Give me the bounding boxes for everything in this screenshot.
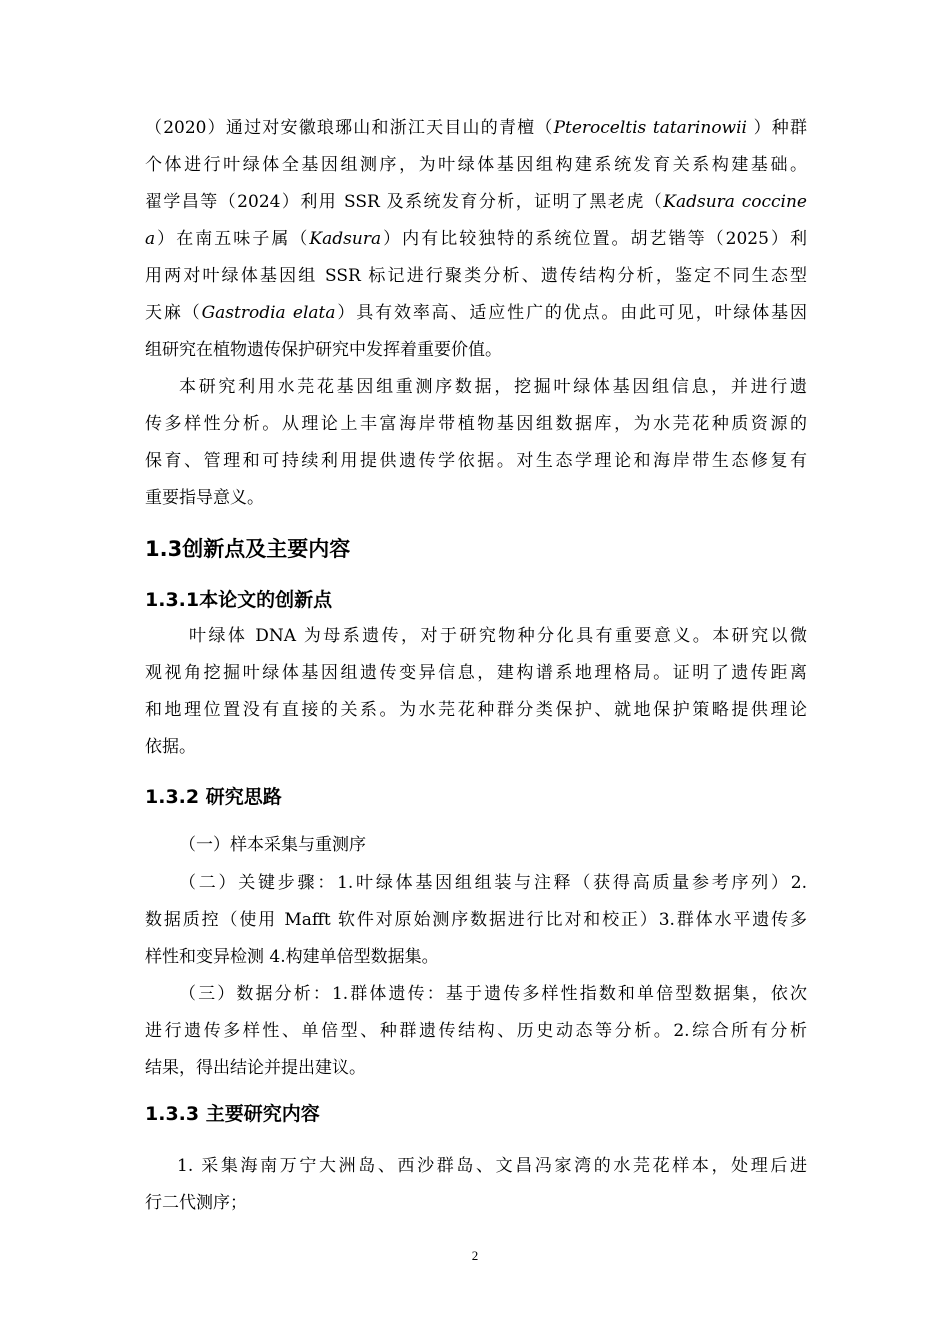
section-heading-1-3: 1.3创新点及主要内容 — [145, 537, 351, 561]
text-line: 个体进行叶绿体全基因组测序，为叶绿体基因组构建系统发育关系构建基础。 — [145, 155, 807, 175]
text-line: 和地理位置没有直接的关系。为水芫花种群分类保护、就地保护策略提供理论 — [145, 700, 807, 720]
text-line: （三）数据分析：1.群体遗传：基于遗传多样性指数和单倍型数据集，依次 — [179, 984, 807, 1004]
text-line: 叶绿体 DNA 为母系遗传，对于研究物种分化具有重要意义。本研究以微 — [189, 626, 807, 646]
text-line: 进行遗传多样性、单倍型、种群遗传结构、历史动态等分析。2.综合所有分析 — [145, 1021, 807, 1041]
research-step-3 — [145, 976, 807, 1087]
page-number: 2 — [471, 1248, 479, 1263]
text-line: 翟学昌等（2024）利用 SSR 及系统发育分析，证明了黑老虎（Kadsura coccine — [145, 192, 807, 212]
text-line: 组研究在植物遗传保护研究中发挥着重要价值。 — [145, 340, 502, 360]
research-significance-paragraph — [145, 369, 807, 517]
text-line: （二）关键步骤：1.叶绿体基因组组装与注释（获得高质量参考序列）2. — [179, 873, 807, 893]
text-line: 重要指导意义。 — [145, 488, 264, 508]
intro-paragraph-continued — [145, 110, 807, 369]
text-line: 用两对叶绿体基因组 SSR 标记进行聚类分析、遗传结构分析，鉴定不同生态型 — [145, 266, 807, 286]
text-line: 样性和变异检测 4.构建单倍型数据集。 — [145, 947, 439, 967]
text-line: 行二代测序； — [145, 1193, 247, 1213]
innovation-paragraph — [145, 618, 807, 766]
section-heading-1-3-3: 1.3.3 主要研究内容 — [145, 1103, 320, 1125]
text-line: 依据。 — [145, 737, 196, 757]
section-heading-1-3-1: 1.3.1本论文的创新点 — [145, 589, 333, 611]
text-line: a）在南五味子属（Kadsura）内有比较独特的系统位置。胡艺锴等（2025）利 — [145, 229, 807, 249]
text-line: 数据质控（使用 Mafft 软件对原始测序数据进行比对和校正）3.群体水平遗传多 — [145, 910, 807, 930]
text-line: 观视角挖掘叶绿体基因组遗传变异信息，建构谱系地理格局。证明了遗传距离 — [145, 663, 807, 683]
main-content-item-1 — [145, 1148, 807, 1222]
text-line: 天麻（Gastrodia elata）具有效率高、适应性广的优点。由此可见，叶绿体基因 — [145, 303, 808, 323]
research-step-2 — [145, 865, 807, 976]
text-line: 1. 采集海南万宁大洲岛、西沙群岛、文昌冯家湾的水芫花样本，处理后进 — [177, 1156, 807, 1176]
text-line: 本研究利用水芫花基因组重测序数据，挖掘叶绿体基因组信息，并进行遗 — [179, 377, 807, 397]
text-line: 传多样性分析。从理论上丰富海岸带植物基因组数据库，为水芫花种质资源的 — [145, 414, 807, 434]
text-line: 保育、管理和可持续利用提供遗传学依据。对生态学理论和海岸带生态修复有 — [145, 451, 807, 471]
text-line: 结果，得出结论并提出建议。 — [145, 1058, 366, 1078]
section-heading-1-3-2: 1.3.2 研究思路 — [145, 786, 282, 808]
text-line: （一）样本采集与重测序 — [179, 835, 366, 855]
research-step-1 — [145, 827, 807, 864]
text-line: （2020）通过对安徽琅琊山和浙江天目山的青檀（Pteroceltis tatarinowii ）种群 — [145, 118, 808, 138]
